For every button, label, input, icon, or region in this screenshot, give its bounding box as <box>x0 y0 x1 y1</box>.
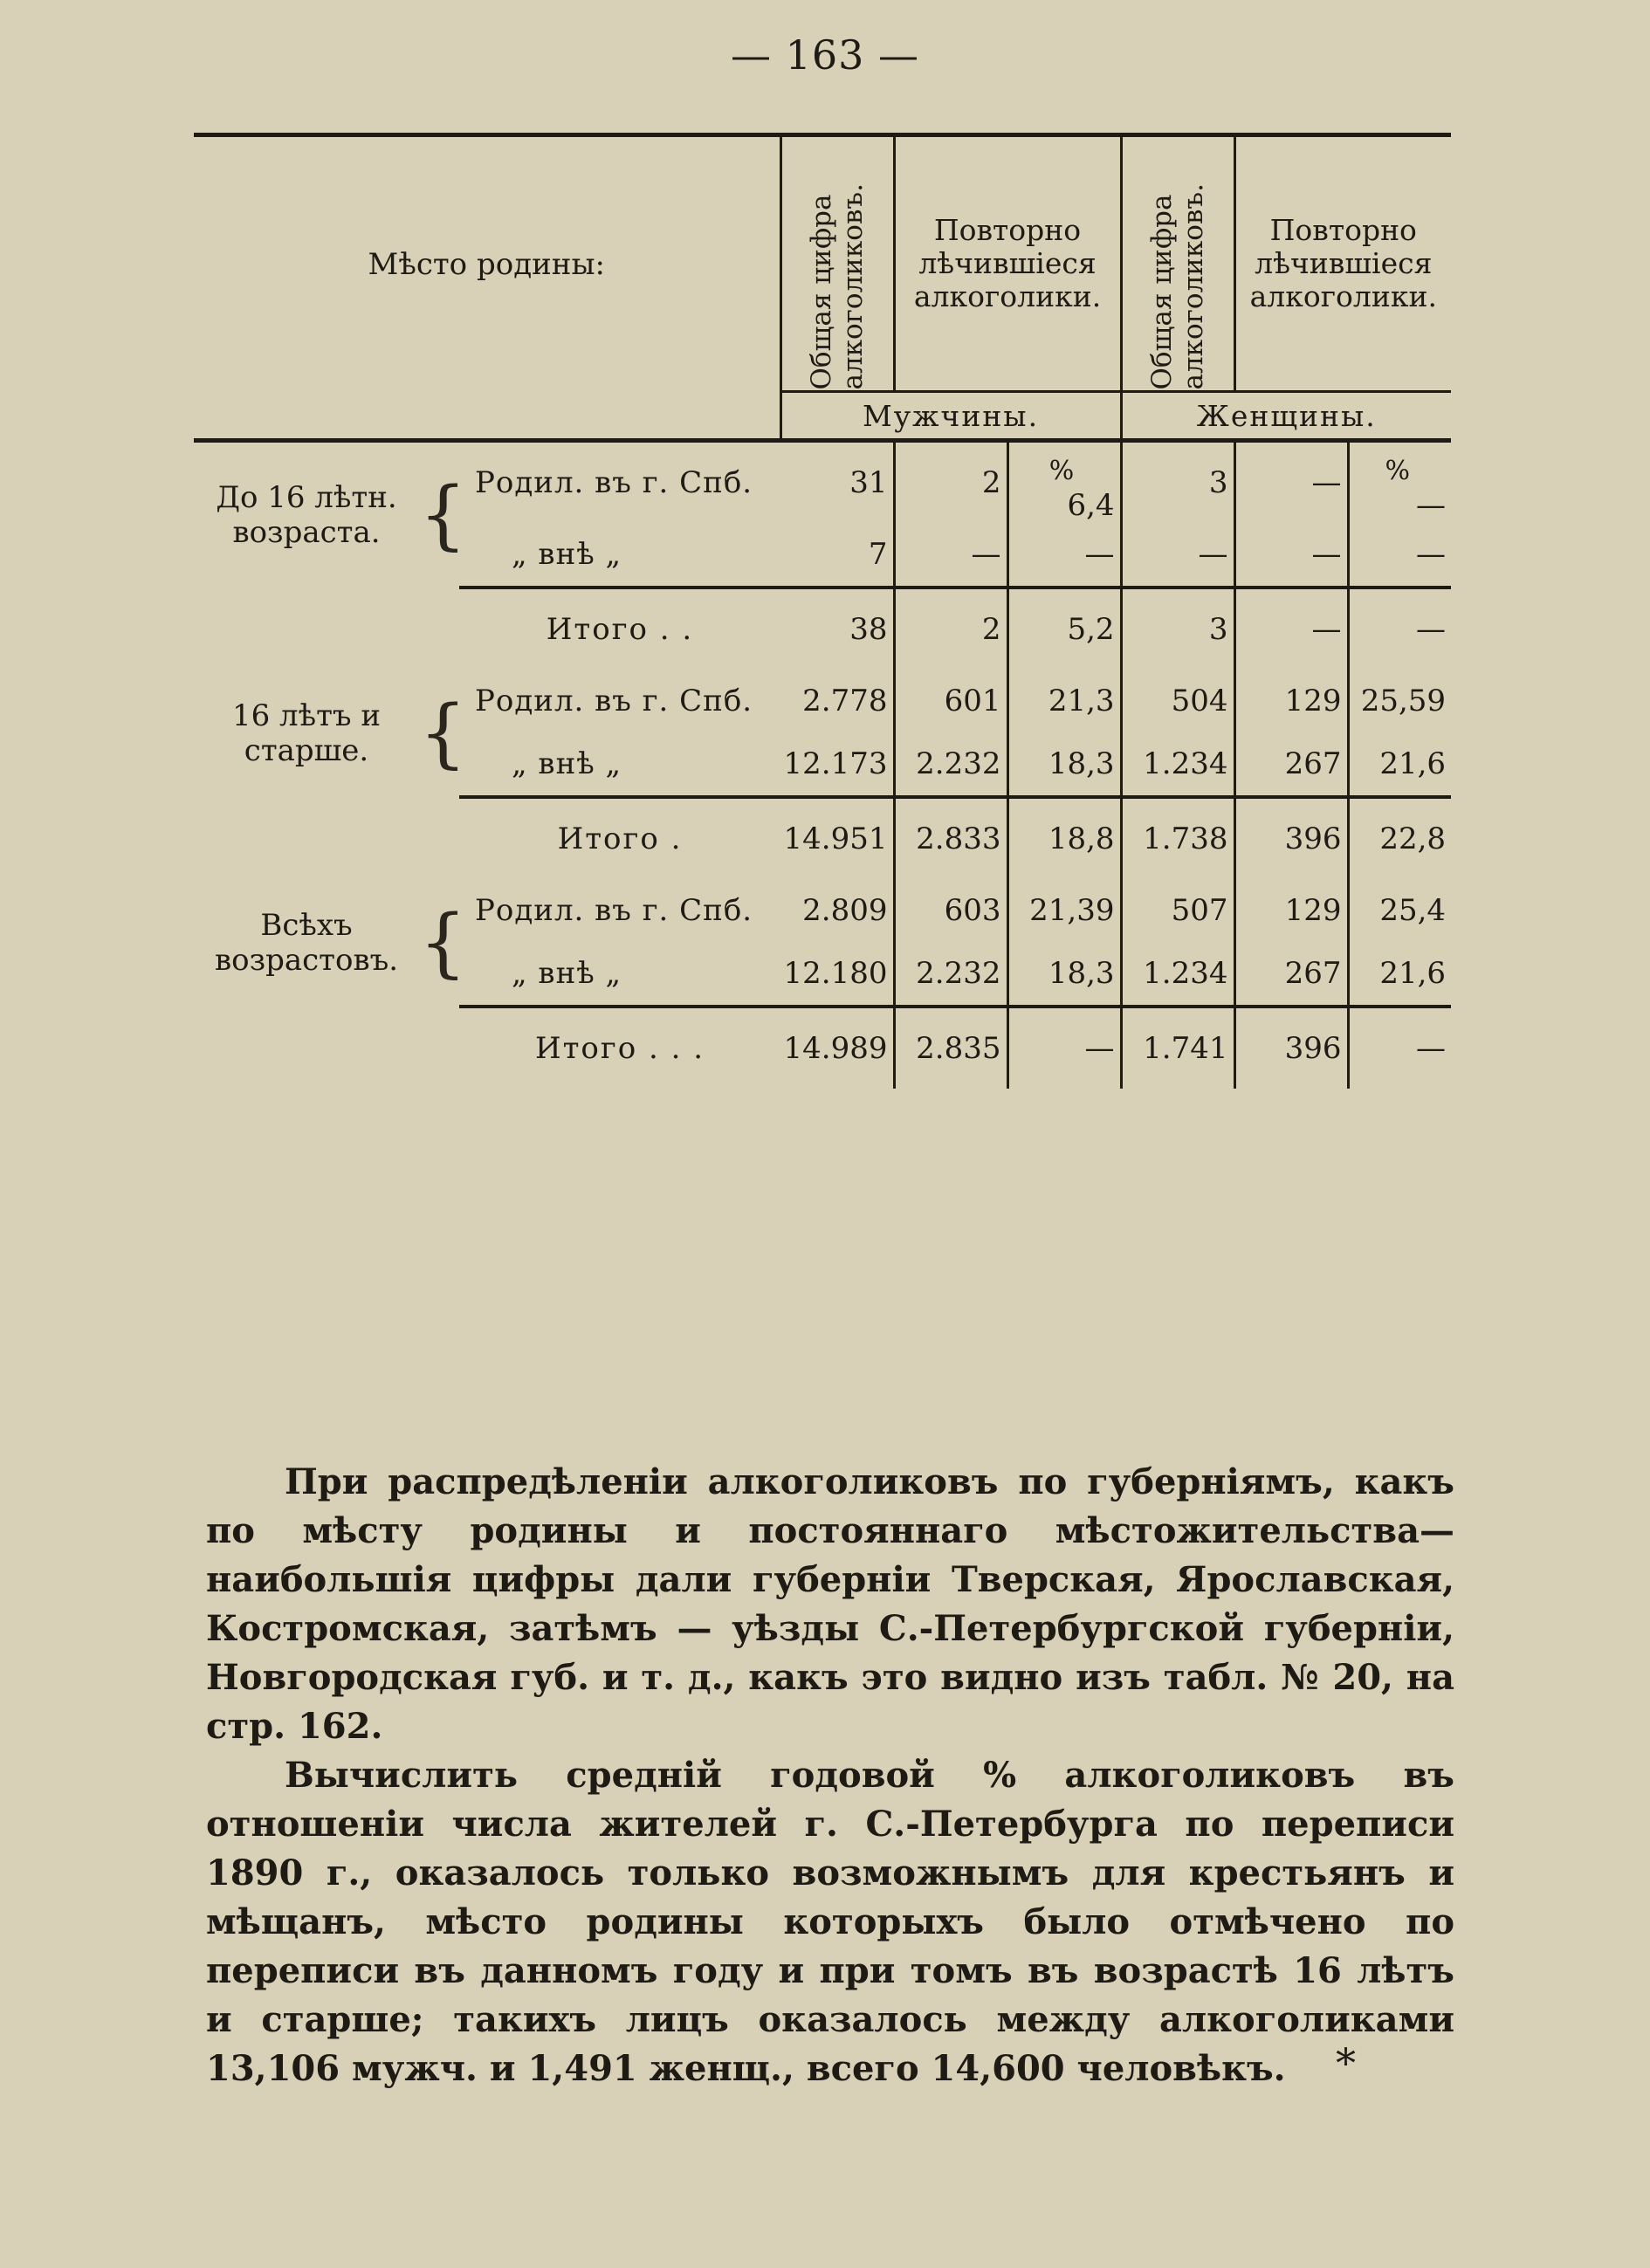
table-row <box>194 441 1451 524</box>
cell-value: 21,6 <box>1379 956 1447 991</box>
table-cell <box>1007 441 1121 524</box>
header-men-repeat: Повторно лѣчившіеся алкоголики. <box>894 135 1121 392</box>
cell-value: — <box>971 537 1001 572</box>
cell-value: 504 <box>1171 684 1228 718</box>
cell-value: 603 <box>944 893 1001 928</box>
table-cell <box>894 732 1007 797</box>
table-cell <box>1234 670 1348 732</box>
cell-value: — <box>1416 488 1447 523</box>
cell-value: 3 <box>1208 465 1228 500</box>
table-cell <box>1007 670 1121 732</box>
header-men-total <box>780 135 894 392</box>
cell-value: 12.173 <box>783 746 888 781</box>
percent-sign: % <box>1048 456 1075 486</box>
table-cell <box>1348 523 1451 588</box>
header-women-total-label: Общая цифра алкоголиковъ. <box>1146 183 1210 390</box>
table-cell <box>1007 942 1121 1007</box>
table-cell <box>1348 942 1451 1007</box>
cell-value: 2.778 <box>802 684 888 718</box>
header-women-repeat: Повторно лѣчившіеся алкоголики. <box>1249 213 1437 313</box>
table-cell <box>780 879 894 942</box>
cell-value: 2.232 <box>916 746 1001 781</box>
total-cell: 396 <box>1234 1008 1348 1089</box>
total-cell: 22,8 <box>1379 821 1447 856</box>
table-cell <box>1234 879 1348 942</box>
cell-value: — <box>1416 537 1447 572</box>
total-cell: — <box>1416 612 1447 647</box>
page-number: — 163 — <box>730 31 920 79</box>
cell-value: 7 <box>868 537 888 572</box>
total-row <box>194 1008 1451 1089</box>
table-cell <box>1234 732 1348 797</box>
header-place: Мѣсто родины: <box>194 135 780 392</box>
table-cell <box>1121 732 1234 797</box>
cell-value: 2 <box>981 465 1001 500</box>
group-label: До 16 лѣтн. возраста. <box>216 480 397 550</box>
cell-value: 31 <box>849 465 888 500</box>
statistics-table <box>194 133 1451 1089</box>
total-label: Итого . . . <box>534 1031 705 1066</box>
alcoholics-table <box>194 133 1451 1089</box>
table-cell <box>1348 670 1451 732</box>
row-label: Родил. въ г. Спб. <box>475 465 753 500</box>
header-place-under <box>194 392 780 441</box>
table-cell <box>1121 879 1234 942</box>
header-women-total <box>1121 135 1234 392</box>
brace-mark: { <box>419 471 467 559</box>
total-cell: 3 <box>1121 589 1234 670</box>
cell-value: 21,39 <box>1029 893 1115 928</box>
table-cell <box>1121 523 1234 588</box>
paragraph-1: При распредѣленіи алкоголиковъ по губерніямъ, какъ по мѣсту родины и постояннаго мѣстожительства—наибольшія цифры дали губерніи Тверская, Ярославская, Костромская, затѣмъ — уѣзды С.-Петербургской губерніи, Новгородская губ. и т. д., какъ это видно изъ табл. № 20, на стр. 162. <box>206 1461 1454 1747</box>
cell-value: 18,3 <box>1048 956 1115 991</box>
total-gap <box>194 1008 459 1089</box>
cell-value: 25,4 <box>1379 893 1447 928</box>
table-cell <box>1121 942 1234 1007</box>
cell-value: 601 <box>944 684 1001 718</box>
total-cell: 1.741 <box>1121 1008 1234 1089</box>
cell-value: — <box>1311 465 1342 500</box>
table-cell <box>1007 523 1121 588</box>
table-cell <box>780 523 894 588</box>
total-cell: 18,8 <box>1007 799 1121 879</box>
table-cell <box>894 942 1007 1007</box>
cell-value: 25,59 <box>1360 684 1447 718</box>
total-cell: 1.738 <box>1121 799 1234 879</box>
cell-value: 1.234 <box>1143 746 1228 781</box>
table-row <box>194 879 1451 942</box>
total-row <box>194 589 1451 670</box>
header-men: Мужчины. <box>780 392 1121 441</box>
cell-value: 267 <box>1284 746 1342 781</box>
body-text <box>206 1458 1454 2093</box>
total-cell: 2 <box>894 589 1007 670</box>
row-label: „ внѣ „ <box>512 746 622 781</box>
table-cell <box>894 523 1007 588</box>
total-cell: 2.835 <box>894 1008 1007 1089</box>
table-cell <box>1121 441 1234 524</box>
table-cell <box>1348 441 1451 524</box>
row-label: „ внѣ „ <box>512 956 622 991</box>
group-label: 16 лѣтъ и старше. <box>231 698 382 768</box>
paragraph-2: Вычислить средній годовой % алкоголиковъ въ отношеніи числа жителей г. С.-Петербурга по переписи 1890 г., оказалось только возможнымъ для крестьянъ и мѣщанъ, мѣсто родины которыхъ было отмѣчено по переписи въ данномъ году и при томъ въ возрастѣ 16 лѣтъ и старше; такихъ лицъ оказалось между алкоголиками 13,106 мужч. и 1,491 женщ., всего 14,600 человѣкъ. <box>206 1755 1454 2089</box>
cell-value: 12.180 <box>783 956 888 991</box>
total-cell: 14.951 <box>780 799 894 879</box>
total-cell: 2.833 <box>894 799 1007 879</box>
table-cell <box>1234 523 1348 588</box>
table-cell <box>1234 441 1348 524</box>
cell-value: 6,4 <box>1067 488 1115 523</box>
cell-value: — <box>1311 537 1342 572</box>
cell-value: 21,6 <box>1379 746 1447 781</box>
brace-mark: { <box>419 899 467 986</box>
total-cell: — <box>1007 1008 1121 1089</box>
table-cell <box>780 670 894 732</box>
table-cell <box>780 942 894 1007</box>
total-cell: 14.989 <box>780 1008 894 1089</box>
table-row <box>194 670 1451 732</box>
table-cell <box>1348 879 1451 942</box>
header-women: Женщины. <box>1121 392 1451 441</box>
total-cell: 38 <box>780 589 894 670</box>
table-cell <box>894 441 1007 524</box>
row-label: Родил. въ г. Спб. <box>475 684 753 718</box>
table-body <box>194 441 1451 1089</box>
row-label: Родил. въ г. Спб. <box>475 893 753 928</box>
table-cell <box>780 732 894 797</box>
cell-value: 129 <box>1284 684 1342 718</box>
cell-value: 2.809 <box>802 893 888 928</box>
cell-value: — <box>1084 537 1115 572</box>
cell-value: 2.232 <box>916 956 1001 991</box>
total-cell: — <box>1234 589 1348 670</box>
table-cell <box>1348 732 1451 797</box>
table-cell <box>1007 879 1121 942</box>
table-cell <box>780 441 894 524</box>
row-label: „ внѣ „ <box>512 537 622 572</box>
cell-value: 1.234 <box>1143 956 1228 991</box>
total-label: Итого . <box>557 821 683 856</box>
cell-value: 507 <box>1171 893 1228 928</box>
percent-sign: % <box>1385 456 1411 486</box>
cell-value: 18,3 <box>1048 746 1115 781</box>
total-cell: 5,2 <box>1007 589 1121 670</box>
total-gap <box>194 589 459 670</box>
group-label: Всѣхъ возрастовъ. <box>214 908 399 978</box>
total-row <box>194 799 1451 879</box>
cell-value: 21,3 <box>1048 684 1115 718</box>
cell-value: 129 <box>1284 893 1342 928</box>
footer-asterisk: * <box>1336 2039 1356 2086</box>
table-cell <box>1121 670 1234 732</box>
cell-value: — <box>1198 537 1228 572</box>
cell-value: 267 <box>1284 956 1342 991</box>
total-cell: 396 <box>1234 799 1348 879</box>
total-cell: — <box>1416 1031 1447 1066</box>
table-cell <box>894 670 1007 732</box>
total-gap <box>194 799 459 879</box>
brace-mark: { <box>419 690 467 777</box>
total-label: Итого . . <box>546 612 694 647</box>
header-men-total-label: Общая цифра алкоголиковъ. <box>806 183 869 390</box>
table-cell <box>1234 942 1348 1007</box>
table-cell <box>1007 732 1121 797</box>
table-cell <box>894 879 1007 942</box>
